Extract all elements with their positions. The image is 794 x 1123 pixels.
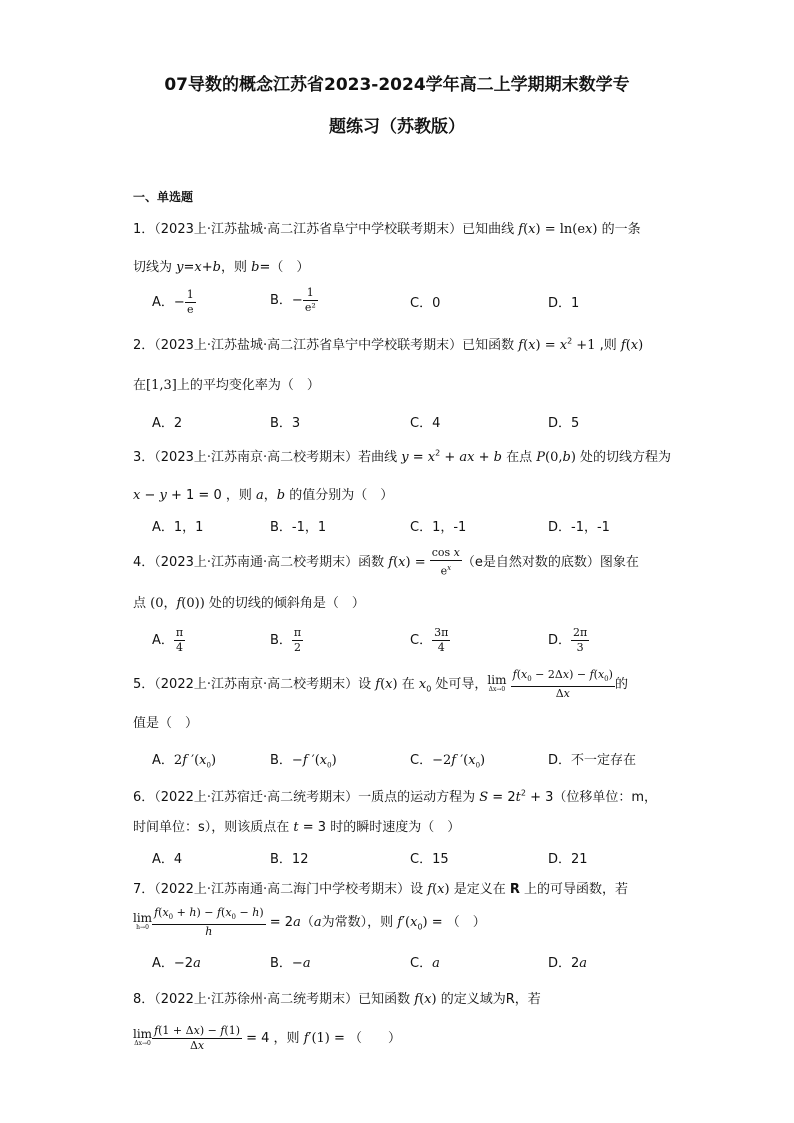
question-1-option-c: C．0	[410, 296, 441, 311]
question-6-line-1: 6．（2022上·江苏宿迁·高二统考期末）一质点的运动方程为 $S = 2t^2 + 3$（位移单位：m，	[133, 788, 658, 805]
question-2-option-b: B．3	[270, 416, 301, 431]
question-3-option-d: D．-1，-1	[548, 520, 610, 535]
question-5-option-c: C．−2f $'(x_0)$	[410, 753, 486, 770]
question-4-line-1: 4．（2023上·江苏南通·高二校考期末）函数 f(x) = $\frac{\text{cos x}}{e^x}$ （e是自然对数的底数）图象在	[133, 546, 639, 578]
question-3-line-2: x − y + 1 = 0 ，则 a，b 的值分别为（ ）	[133, 488, 394, 503]
question-1-line-1: 1．（2023上·江苏盐城·高二江苏省阜宁中学校联考期末）已知曲线 f(x) = ln(ex) 的一条	[133, 222, 641, 237]
question-7-option-d: D．2a	[548, 956, 588, 971]
question-3-option-b: B．-1，1	[270, 520, 327, 535]
question-5-option-d: D．不一定存在	[548, 753, 637, 768]
question-7-line-2: lim h→0 $\frac{f(x_0 + h) - f(x_0 - h)}{h}$ = 2a（a为常数），则 $f'(x_0)$ = （ ）	[133, 906, 486, 939]
question-4-option-d: D． $\frac{2\pi}{3}$	[548, 626, 588, 654]
question-5-line-1: 5．（2022上·江苏南京·高二校考期末）设 f(x) 在 $x_0$ 处可导，lim Δx→0 $\frac{f(x_0 - 2\Delta x) - f(x_0)}{\Delta x}$ 的	[133, 668, 628, 701]
question-6-line-2: 时间单位：s），则该质点在 t = 3 时的瞬时速度为（ ）	[133, 820, 461, 835]
question-6-option-c: C．15	[410, 852, 449, 867]
question-2-option-a: A．2	[152, 416, 183, 431]
question-1-option-b: B．− $\frac{1}{\text{e²}}$	[270, 286, 316, 314]
question-2-line-2: 在[1,3]上的平均变化率为（ ）	[133, 378, 320, 393]
question-4-option-b: B． $\frac{\pi}{2}$	[270, 626, 302, 654]
question-3-line-1: 3．（2023上·江苏南京·高二校考期末）若曲线 $y = x^2$ + ax + b 在点 P(0,b) 处的切线方程为	[133, 448, 672, 465]
question-5-option-a: A．2f $'(x_0)$	[152, 753, 217, 770]
question-6-option-b: B．12	[270, 852, 309, 867]
question-7-option-b: B．−a	[270, 956, 311, 971]
question-4-line-2: 点 (0，f(0)) 处的切线的倾斜角是（ ）	[133, 596, 365, 611]
question-4-option-a: A． $\frac{\pi}{4}$	[152, 626, 184, 654]
question-2-option-d: D．5	[548, 416, 580, 431]
question-6-option-a: A．4	[152, 852, 183, 867]
question-8-line-2: lim Δx→0 $\frac{f(1 + \Delta x) - f(1)}{\Delta x}$ = 4 ，则 f′(1) = （ ）	[133, 1024, 402, 1052]
question-2-line-1: 2．（2023上·江苏盐城·高二江苏省阜宁中学校联考期末）已知函数 $f(x) = x^2 +1$ ,则 f(x)	[133, 336, 644, 353]
question-7-option-c: C．a	[410, 956, 440, 971]
question-2-option-c: C．4	[410, 416, 441, 431]
question-8-line-1: 8．（2022上·江苏徐州·高二统考期末）已知函数 f(x) 的定义域为R，若	[133, 992, 541, 1007]
question-1-line-2: 切线为 y=x+b，则 b=（ ）	[133, 260, 310, 275]
question-1-option-a: A．− $\frac{1}{e}$	[152, 288, 194, 316]
question-5-line-2: 值是（ ）	[133, 716, 199, 731]
question-7-line-1: 7．（2022上·江苏南通·高二海门中学校考期末）设 f(x) 是定义在 R 上的可导函数，若	[133, 882, 628, 897]
section-heading: 一、单选题	[133, 190, 194, 204]
question-3-option-c: C．1，-1	[410, 520, 467, 535]
doc-title-line-2: 题练习（苏教版）	[329, 117, 465, 137]
question-4-option-c: C． $\frac{3\pi}{4}$	[410, 626, 449, 654]
question-5-option-b: B．−f $'(x_0)$	[270, 753, 337, 770]
question-6-option-d: D．21	[548, 852, 588, 867]
doc-title-line-1: 07导数的概念江苏省2023-2024学年高二上学期期末数学专	[164, 75, 630, 95]
question-7-option-a: A．−2a	[152, 956, 201, 971]
question-1-option-d: D．1	[548, 296, 580, 311]
question-3-option-a: A．1，1	[152, 520, 204, 535]
